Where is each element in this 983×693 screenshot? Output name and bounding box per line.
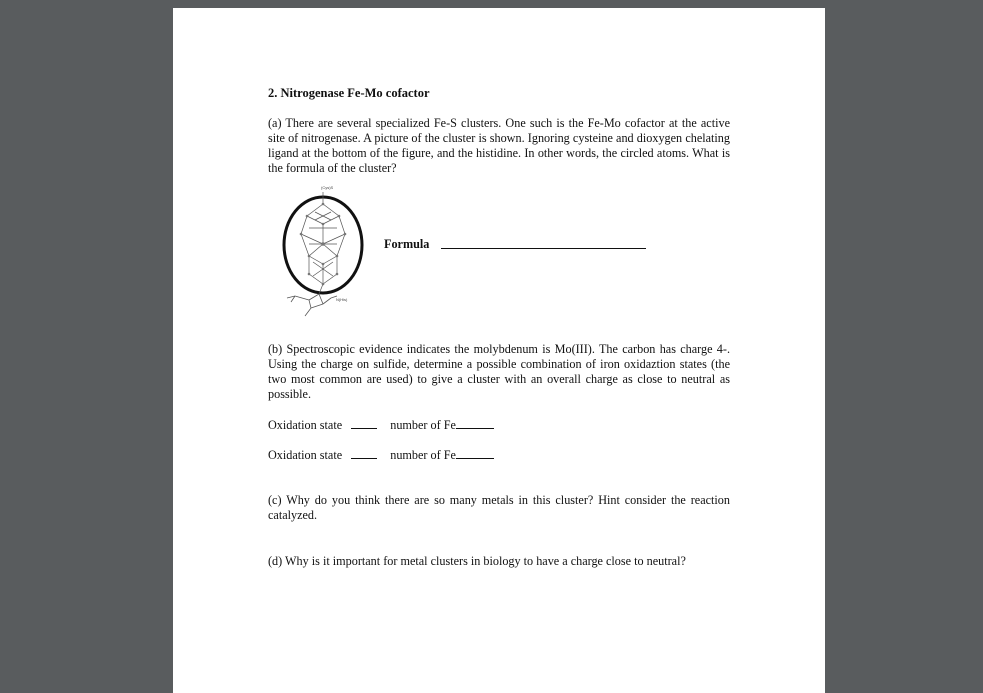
diagram-bottom-label: N(His) (336, 297, 348, 302)
oxidation-row-1 (268, 418, 494, 433)
number-of-fe-blank[interactable] (456, 418, 494, 429)
part-b-text: (b) Spectroscopic evidence indicates the molybdenum is Mo(III). The carbon has charge 4-. Using the charge on sulfide, determine a possible combination of iron oxidaztion states (the two most common are used) to give a cluster with an overall charge as close to neutral as possible. (268, 342, 730, 401)
diagram-top-label: (Cys)S (321, 185, 334, 190)
number-of-fe-label: number of Fe (390, 418, 456, 432)
oxidation-state-label: Oxidation state (268, 448, 343, 462)
number-of-fe-label: number of Fe (390, 448, 456, 462)
oxidation-state-label: Oxidation state (268, 418, 343, 432)
question-heading: 2. Nitrogenase Fe-Mo cofactor (268, 86, 430, 100)
number-of-fe-blank[interactable] (456, 448, 494, 459)
oxidation-state-blank[interactable] (351, 448, 377, 459)
chelating-ligand (287, 294, 337, 316)
oxidation-row-2 (268, 448, 494, 463)
formula-label: Formula (384, 237, 430, 251)
oxidation-state-blank[interactable] (351, 418, 377, 429)
part-d-text: (d) Why is it important for metal clusters in biology to have a charge close to neutral? (268, 554, 686, 568)
formula-answer-blank[interactable] (441, 248, 646, 249)
part-a-text: (a) There are several specialized Fe-S clusters. One such is the Fe-Mo cofactor at the active site of nitrogenase. A picture of the cluster is shown. Ignoring cysteine and dioxygen chelating ligand at the bottom of the figure, and the histidine. In other words, the circled atoms. What is the formula of the cluster? (268, 116, 730, 175)
document-page (173, 8, 825, 693)
femo-cofactor-diagram (279, 184, 379, 324)
part-c-text: (c) Why do you think there are so many metals in this cluster? Hint consider the reaction catalyzed. (268, 493, 730, 522)
